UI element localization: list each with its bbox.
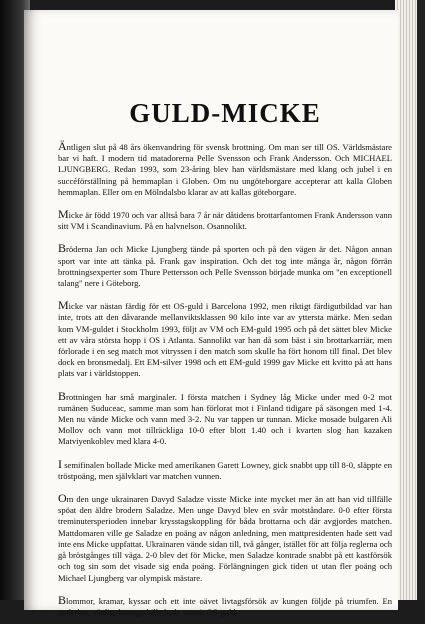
article-paragraph-1: Äntligen slut på 48 års ökenvandring för svensk brottning. Om man ser till OS. Världsmästare bar vi haft. I modern tid matadorerna Pelle Svensson och Frank Andersson. Och MICHAEL LJUNGBERG. Redan 1993, som 23-åring blev han världsmästare med klang och jubel i en succéförställning på hemmaplan i Globen. Om nu ungöteborgare accepterar att kalla Globen hemmaplan. Eller om en Mölndalsbo klarar av att kallas göteborgare. (58, 139, 392, 197)
article-title: GULD-MICKE (129, 98, 321, 128)
article-paragraph-4: Micke var nästan färdig för ett OS-guld i Barcelona 1992, men riktigt färdigutbildad var han inte, trots att den dåvarande mellanviktsklassen 90 kilo inte var av yttersta märke. Men sedan kom VM-guldet i Stockholm 1993, följt av VM och EM-guld 1995 och på det sättet blev Micke ett av våra största hopp i OS i Atlanta. Sannolikt var han då som bäst i sin brottarkarriär, men förlorade i en seg match mot vitryssen i den match som skulle ha fört honom till final. Det blev dock en bronsmedalj. Ett EM-silver 1998 och ett EM-guld 1999 gav Micke ett kvitto på att hans plats var i världstoppen. (58, 298, 392, 379)
article-paragraph-8: Blommor, kramar, kyssar och ett inte oävet livtagsförsök av kungen följde på triumfen. En underbar, vänlig, kramgo kille hade vunnit OS-guld. (58, 592, 392, 617)
page-edges (395, 0, 425, 600)
article-paragraph-5: Brottningen har små marginaler. I första matchen i Sydney låg Micke under med 0-2 mot rumänen Suduceac, samme man som han förlorat mot i Finland tidigare på säsongen med 1-4. Men nu vände Micke och vann med 3-2. Nu var tappen ur tunnan. Micke mosade bulgaren Ali Mollov och vann mot tillräckliga 10-0 efter blott 1.40 och i kvarten slog han kazaken Matviyenkoblev med klara 4-0. (58, 388, 392, 447)
article-paragraph-3: Bröderna Jan och Micke Ljungberg tände på sporten och på den vägen är det. Någon annan sport var inte att tänka på. Frank gav inspiration. Och det tog inte många år, någon förrän brottningsexperter som Thure Pettersson och Pelle Svensson började munka om "en exceptionell talang" nere i Göteborg. (58, 241, 392, 289)
article-paragraph-2: Micke är född 1970 och var alltså bara 7 år när dåtidens brottarfantomen Frank Andersson vann sitt VM i Scandinavium. På en halvnelson. Osannolikt. (58, 207, 392, 232)
book-page (24, 10, 398, 617)
article (58, 98, 392, 624)
article-paragraph-7: Om den unge ukrainaren Davyd Saladze visste Micke inte mycket mer än att han vid tillfälle spöat den äldre brodern Saladze. Men unge Davyd blev en svår motståndare. 0-0 efter första treminutersperioden innebar krysstagskoppling för båda brottarna och där avgjordes matchen. Mattdomaren ville ge Saladze en poäng av någon anledning, men mattpresidenten hade sett vad inte ens Micke uppfattat. Ukrainaren vände sidan till, två gånger, istället för att följa reglerna och gå bröstgånges till väga. 2-0 blev det för Micke, men Saladze kontrade snabbt på ett kastförsök och tog sin som det visade sig enda poäng. Förlängningen gick tiden ut utan fler poäng och Michael Ljungberg var olympisk mästare. (58, 491, 392, 583)
article-paragraph-6: I semifinalen bollade Micke med amerikanen Garett Lowney, gick snabbt upp till 8-0, släppte en tröstpoäng, men självklart var matchen vunnen. (58, 456, 392, 481)
